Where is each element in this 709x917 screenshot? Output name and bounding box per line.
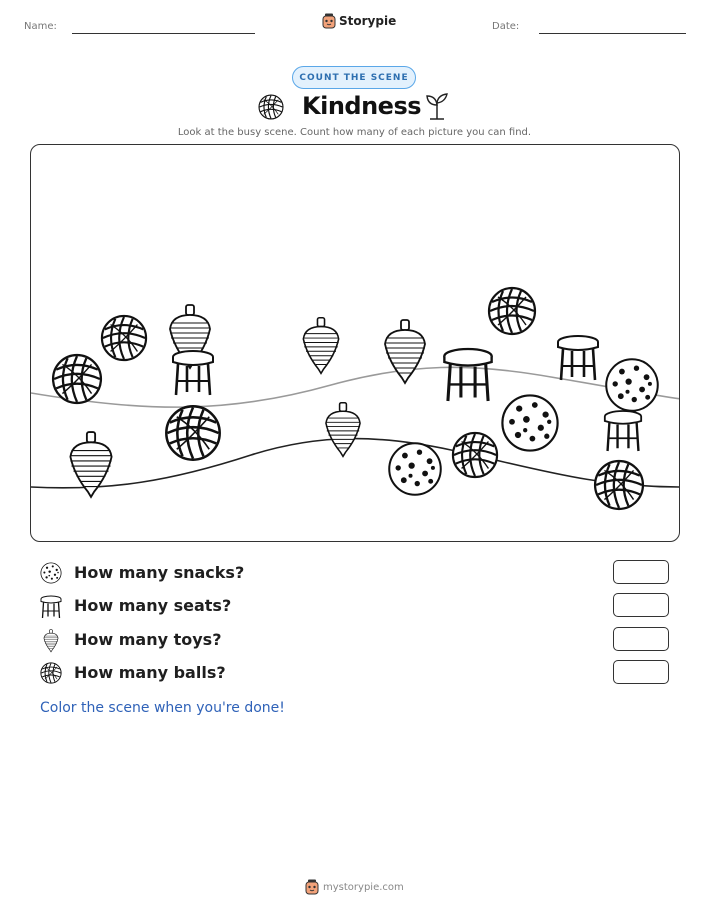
stool (444, 349, 491, 401)
activity-badge: COUNT THE SCENE (292, 66, 416, 89)
question-text: How many toys? (74, 630, 222, 649)
spinning-top (385, 320, 425, 383)
date-line[interactable] (539, 33, 686, 34)
question-snacks (40, 560, 680, 586)
brand-name: Storypie (339, 14, 397, 28)
yarn-ball (166, 406, 219, 459)
cookie-icon (40, 562, 62, 584)
title-row (0, 92, 709, 122)
yarn-ball-icon (40, 662, 62, 684)
yarn-ball-icon (258, 94, 284, 120)
cookie (389, 443, 441, 495)
stool (173, 351, 213, 395)
answer-box-seats[interactable] (613, 593, 669, 617)
busy-scene[interactable] (30, 144, 680, 542)
closing-instruction: Color the scene when you're done! (40, 700, 285, 716)
mascot-icon (305, 879, 319, 895)
mascot-icon (322, 13, 336, 29)
question-toys (40, 627, 680, 653)
question-seats (40, 593, 680, 619)
spinning-top-icon (40, 629, 62, 653)
spinning-top (303, 318, 338, 374)
name-label: Name: (24, 21, 57, 32)
sprout-icon (425, 92, 449, 120)
question-text: How many snacks? (74, 563, 245, 582)
stool (558, 336, 598, 380)
date-label: Date: (492, 21, 520, 32)
yarn-ball (489, 288, 535, 334)
answer-box-toys[interactable] (613, 627, 669, 651)
stool (605, 411, 641, 451)
yarn-ball (453, 433, 497, 477)
question-text: How many balls? (74, 663, 226, 682)
footer-url[interactable]: mystorypie.com (323, 881, 404, 893)
answer-box-snacks[interactable] (613, 560, 669, 584)
name-line[interactable] (72, 33, 255, 34)
spinning-top (326, 403, 360, 457)
yarn-ball (595, 461, 643, 509)
cookie (502, 395, 557, 450)
cookie (606, 359, 658, 411)
stool-icon (40, 595, 62, 619)
yarn-ball (53, 355, 101, 403)
footer (305, 879, 404, 895)
page-title: Kindness (302, 92, 422, 120)
answer-box-balls[interactable] (613, 660, 669, 684)
brand-logo (322, 13, 396, 29)
question-balls (40, 660, 680, 686)
question-text: How many seats? (74, 596, 232, 615)
yarn-ball (102, 316, 146, 360)
scene-illustration (31, 145, 680, 542)
instructions: Look at the busy scene. Count how many of each picture you can find. (177, 127, 532, 138)
